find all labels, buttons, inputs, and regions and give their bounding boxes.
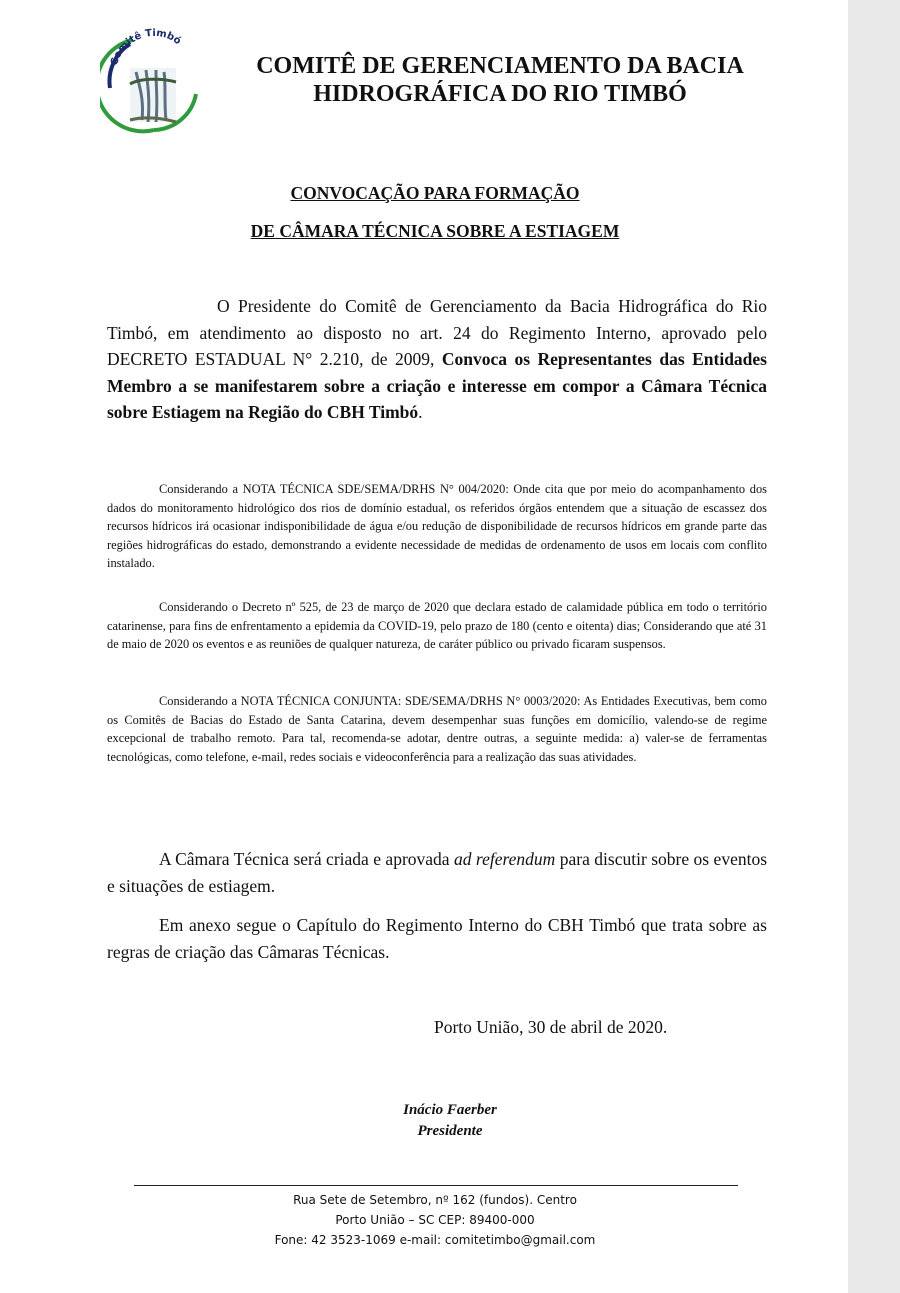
document-date: Porto União, 30 de abril de 2020. — [434, 1017, 668, 1037]
signatory-name: Inácio Faerber — [403, 1102, 497, 1118]
creation-text-before: A Câmara Técnica será criada e aprovada — [159, 849, 454, 869]
document-title — [100, 174, 770, 250]
consideration-2: Considerando o Decreto nº 525, de 23 de março de 2020 que declara estado de calamidade pública em todo o território catarinense, para fins de enfrentamento a epidemia da COVID-19, pelo prazo de 180 (cento e oitenta) dias; Considerando que até 31 de maio de 2020 os eventos e as reuniões de qualquer natureza, de caráter público ou privado ficaram suspensos. — [107, 600, 767, 651]
convocation-text: O Presidente do Comitê de Gerenciamento da Bacia Hidrográfica do Rio Timbó, em atendimento ao disposto no art. 24 do Regimento Interno, aprovado pelo DECRETO ESTADUAL N° 2.210, de 2009, — [107, 296, 767, 369]
convocation-paragraph — [107, 293, 767, 426]
document-title-line1: CONVOCAÇÃO PARA FORMAÇÃO — [290, 183, 580, 203]
footer-address: Rua Sete de Setembro, nº 162 (fundos). Centro — [293, 1193, 577, 1207]
consideration-1: Considerando a NOTA TÉCNICA SDE/SEMA/DRHS N° 004/2020: Onde cita que por meio do acompanhamento dos dados do monitoramento hidrológico dos rios de domínio estadual, os referidos órgãos entendem que a situação de escassez dos recursos hídricos irá ocasionar indisponibilidade de água e/ou redução de disponibilidade de recursos hídricos em grande parte das regiões hidrográficas do estado, demonstrando a evidente necessidade de medidas de ordenamento de usos em locais com conflito instalado. — [107, 482, 767, 570]
signatory-role: Presidente — [417, 1123, 483, 1139]
footer-divider — [134, 1185, 738, 1186]
annex-paragraph: Em anexo segue o Capítulo do Regimento Interno do CBH Timbó que trata sobre as regras de criação das Câmaras Técnicas. — [107, 915, 767, 962]
footer-contact: Fone: 42 3523-1069 e-mail: comitetimbo@gmail.com — [274, 1233, 596, 1247]
footer — [150, 1190, 720, 1250]
organization-name-line1: COMITÊ DE GERENCIAMENTO DA BACIA — [256, 53, 744, 79]
comite-timbo-logo — [100, 22, 208, 148]
consideration-3: Considerando a NOTA TÉCNICA CONJUNTA: SDE/SEMA/DRHS N° 0003/2020: As Entidades Executivas, bem como os Comitês de Bacias do Estado de Santa Catarina, devem desempenhar suas funções em domicílio, valendo-se de regime excepcional de trabalho remoto. Para tal, recomenda-se adotar, dentre outras, a seguinte medida: a) valer-se de ferramentas tecnológicas, como telefone, e-mail, redes sociais e videoconferência para a realização das suas atividades. — [107, 694, 767, 764]
creation-text-after: para discutir sobre os eventos e situações de estiagem. — [107, 849, 768, 896]
signature-block — [300, 1100, 600, 1142]
footer-city: Porto União – SC CEP: 89400-000 — [335, 1213, 535, 1227]
document-title-line2: DE CÂMARA TÉCNICA SOBRE A ESTIAGEM — [250, 221, 620, 241]
creation-italic-text: ad referendum — [454, 849, 556, 869]
convocation-bold-text: Convoca os Representantes das Entidades Membro a se manifestarem sobre a criação e interesse em compor a Câmara Técnica sobre Estiagem na Região do CBH Timbó — [107, 349, 767, 422]
organization-name-line2: HIDROGRÁFICA DO RIO TIMBÓ — [313, 81, 687, 107]
creation-paragraph — [107, 846, 767, 900]
organization-name — [200, 52, 800, 108]
logo-text: Comitê Timbó — [109, 27, 183, 67]
svg-text:Comitê Timbó — [109, 28, 184, 67]
convocation-end: . — [418, 402, 423, 422]
